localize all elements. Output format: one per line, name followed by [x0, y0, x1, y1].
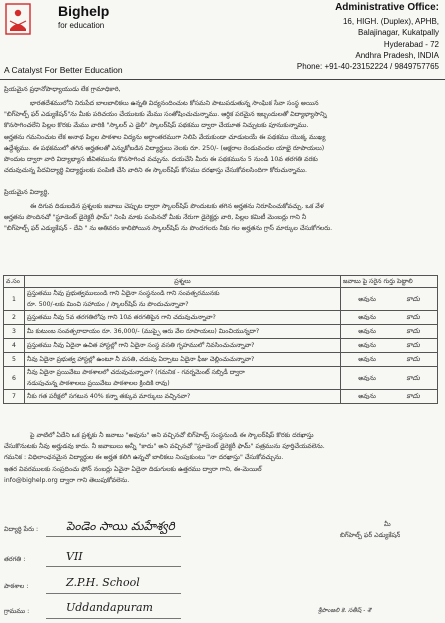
table-header-row	[4, 276, 438, 288]
name-underline	[46, 536, 181, 537]
answer-cell	[341, 325, 438, 339]
intro-paragraph	[4, 98, 438, 176]
brand-name: Bighelp	[58, 3, 110, 19]
address-line: Hyderabad - 72	[383, 39, 439, 49]
question-cell	[25, 311, 341, 325]
row-number: 3	[4, 325, 25, 339]
row-number: 6	[4, 367, 25, 390]
answer-no-marked[interactable]: కాదు	[406, 327, 420, 335]
col-header-no: వ.సం	[4, 276, 25, 288]
signature-mee: మీ	[384, 521, 391, 528]
class-label: తరగతి :	[4, 556, 26, 563]
answer-no-marked[interactable]: కాదు	[406, 341, 420, 349]
signature-handwritten-date: శ్రీపాంజలి కె. సతీష్ - శౌ	[318, 607, 373, 614]
answer-no-marked[interactable]: కాదు	[406, 392, 420, 400]
student-line: ఈ దిగువ దిడుబడిన ప్రశ్నలకు జవాబు చెప్పుట ద్వారా స్కాలర్‌షిప్ పొందుటకు తగిన అర్హతను నిరూపించుకోవచ్చు. ఒక వేళ	[30, 203, 324, 210]
name-label: విద్యార్థి పేరు :	[4, 526, 39, 533]
student-paragraph	[4, 201, 438, 235]
answer-cell	[341, 353, 438, 367]
intro-line: పొందుట ద్వారా వారి విద్యాభ్యాస జీవితమును కొనసాగించ వచ్చును. దయచేసి మీరు ఈ పథకమును 5 నుండి 10వ తరగతి వరకు	[4, 156, 318, 164]
name-value[interactable]: పెండెం సాయి మహేశ్వరి	[66, 519, 175, 533]
row-number: 4	[4, 339, 25, 353]
table-row	[4, 353, 438, 367]
row-number: 2	[4, 311, 25, 325]
answer-cell	[341, 311, 438, 325]
address-line: Andhra Pradesh, INDIA	[355, 50, 439, 60]
question-cell	[25, 353, 341, 367]
intro-line: కొనసాగించలేని పిల్లల కొరకు మేము వారికి "స్కాలర్ ఎ డైలీ" స్కాలర్‌షిప్ పథకము ద్వారా చేయూత నిచ్చుటకు పూనుకున్నాము.	[4, 122, 309, 130]
answer-yes[interactable]: అవును	[358, 342, 376, 349]
closing-line: గమనిక : విధిలాంఛనమైన విద్యార్థుల ఈ అర్హత కలిగి ఉన్నచో బాలికలు నింపుకుంటు "నా దరఖాస్తు" చేసుకోవచ్చును.	[4, 454, 284, 462]
answer-cell	[341, 367, 438, 390]
address-line: 16, HIGH. (Duplex), APHB,	[342, 17, 439, 27]
table-row	[4, 311, 438, 325]
address-line: Balajinagar, Kukatpally	[358, 28, 439, 38]
intro-line: "బిగ్‌హెల్ప్ ఫర్ ఎడ్యుకేషన్"ను మీకు పరిచయం చేయుటకు మేము సంతోషించుచున్నాము. ఆర్థిక పరమైన ఇబ్బందులతో విద్యాభ్యాసాన్ని	[4, 111, 327, 119]
row-number: 1	[4, 288, 25, 311]
eligibility-table	[3, 275, 438, 404]
student-line: అర్హతను పొందినచో "స్టూడెంట్ డైరెక్టరీ ఫామ్" నింపి మాకు పంపినచో మీకు నేరుగా డైరెక్టర్లు వారి, పిల్లల కమిటీ మెంబర్లు గాని నీ	[4, 214, 307, 222]
question-text: నీవు ఏదైనా ప్రయివేటు పాఠశాలలో చదువుచున్నావా? (గమనిక - గవర్నమెంట్ సబ్సిడీ ద్వారా	[27, 369, 245, 376]
col-header-answer: జవాబు పై సరైన గుర్తు పెట్టాలి	[341, 276, 438, 288]
answer-yes[interactable]: అవును	[358, 356, 376, 363]
office-title: Administrative Office:	[335, 2, 439, 13]
row-number: 7	[4, 390, 25, 404]
intro-line: అర్హతను గమనించుట లేక అనాథ పిల్లల పాఠశాల విద్యను అర్థాంతరముగా నిలిపి వేయకుండా చూడుటయే ఈ పథకము యొక్క ముఖ్య	[4, 133, 326, 141]
answer-yes[interactable]: అవును	[358, 314, 376, 321]
greeting: ప్రియమైన ప్రధానోపాధ్యాయుడు లేక గ్రామాధికారి,	[4, 86, 121, 93]
office-phone: Phone: +91-40-23152224 / 9849757765	[296, 62, 439, 72]
class-value[interactable]: VII	[66, 550, 83, 563]
table-row	[4, 288, 438, 311]
row-number: 5	[4, 353, 25, 367]
question-text: నడుపుచున్న పాఠశాలలు ప్రయివేటు పాఠశాలల క్రిందికి రావు)	[27, 380, 170, 387]
bighelp-logo-icon	[4, 3, 32, 37]
question-text: రూ. 500/-లకు మించి సహాయం / స్కాలర్‌షిప్ ను పొందుచున్నావా?	[27, 301, 189, 308]
closing-line: ఇతర వివరములకు సంప్రదించు ఫోన్ నంబర్లు ఏవైనా ఏదైనా దిడుగులకు ఉత్తరము ద్వారా గాని, ఈ-మెయిల్	[4, 465, 262, 473]
answer-no-marked[interactable]: కాదు	[406, 355, 420, 363]
question-text: ప్రస్తుతము నీవు ఏదైనా ఉచిత హాస్టల్లో గాని ఏదైనా సంస్థ వసతి గృహములో నివసించుచున్నావా?	[27, 342, 255, 349]
office-address	[269, 2, 439, 72]
closing-paragraph	[4, 430, 438, 486]
answer-yes[interactable]: అవును	[358, 328, 376, 335]
question-cell	[25, 325, 341, 339]
col-header-question: ప్రశ్నలు	[25, 276, 341, 288]
question-text: ప్రస్తుతము నీవు 5వ తరగతిలోపు గాని 10వ తరగతిపైన గాని చదువుచున్నావా?	[27, 314, 216, 321]
village-value[interactable]: Uddandapuram	[66, 601, 153, 614]
school-value[interactable]: Z.P.H. School	[66, 576, 140, 589]
table-row	[4, 390, 438, 404]
answer-yes[interactable]: అవును	[358, 295, 376, 303]
tagline: A Catalyst For Better Education	[4, 65, 123, 75]
class-underline	[46, 566, 181, 567]
answer-no-marked[interactable]: కాదు	[406, 294, 420, 303]
school-label: పాఠశాల :	[4, 583, 29, 590]
table-row	[4, 367, 438, 390]
contact-email: info@bighelp.org ద్వారా గాని తెలుపుకోవలెను.	[4, 476, 130, 484]
header-divider	[0, 79, 445, 80]
student-greeting: ప్రియమైన విద్యార్థి,	[4, 189, 50, 196]
student-line: "బిగ్‌హెల్ప్ ఫర్ ఎడ్యుకేషన్ - దేవి " ను అతివరం కాలిపోయిన స్కాలర్‌షిప్ ను పొందగలరు నీకు గల అర్హతను గ్రాస్ మార్కుల చేసుకోగలరు.	[4, 225, 333, 233]
question-text: మీ కుటుంబ సంవత్సరాదాయం రూ. 36,000/- (ముప్పై ఆరు వేల రూపాయలు) మించియున్నదా?	[27, 328, 260, 335]
question-text: నీకు గత పరీక్షలో సగటున 40% కన్నా తక్కువ మార్కులు వచ్చినవా?	[27, 393, 191, 400]
answer-cell	[341, 288, 438, 311]
answer-yes[interactable]: అవును	[358, 393, 376, 400]
answer-cell	[341, 339, 438, 353]
intro-line: ఉద్దేశ్యము. ఈ పథకములో తగిన అర్హతలతో ఎన్నుకోబడిన విద్యార్థులు నెలకు రూ. 250/- (అక్షరాల రెండువందల యాభై రూపాయలు)	[4, 144, 325, 152]
brand-subtitle: for education	[58, 21, 105, 30]
intro-line: చదువుచున్న పేదవిద్యార్థి విద్యార్థులకు పంపిణి చేసి వారిని ఈ స్కాలర్‌షిప్ కోసము దరఖాస్తు చేసుకోవలసిందిగా కోరుచున్నాము.	[4, 167, 307, 175]
answer-no-marked[interactable]: కాదు	[406, 373, 420, 382]
answer-cell	[341, 390, 438, 404]
closing-line: పై వాటిలో ఏదేని ఒక ప్రశ్నకు నీ జవాబు "అవును" అని వచ్చినచో బిగ్‌హెల్ప్ సంస్థనుండి ఈ స్కాలర్‌షిప్ కొరకు దరఖాస్తు	[30, 432, 314, 439]
village-underline	[46, 618, 181, 619]
school-underline	[46, 593, 181, 594]
question-cell	[25, 339, 341, 353]
answer-yes[interactable]: అవును	[358, 374, 376, 382]
question-cell	[25, 288, 341, 311]
question-cell	[25, 390, 341, 404]
intro-line: భారతదేశములోని నిరుపేద బాలబాలికలు ఉన్నతి విద్యనందించుట కోసమని పాటుపడుతున్న సాంఘిక సేవా సంస్థ అయిన	[30, 100, 319, 107]
closing-line: చేసుకొనుటకు నీవు అర్హుడవు కాదు. నీ జవాబులు అన్నీ "కాదు" అని వచ్చినచో "స్టూడెంట్ డైరెక్టరీ ఫామ్" పత్రమును పూర్తిచేయవలెను.	[4, 443, 325, 451]
question-text: నీవు ఏదైనా ప్రభుత్వ హాస్టల్లో ఉంటూ నీ వసతి, చదువు ఏర్పాటు ఏదైనా ఫీజు చెల్లించుచున్నావా?	[27, 356, 255, 363]
question-text: ప్రస్తుతము నీవు ప్రభుత్వములుండి గాని ఏదైనా సంస్థనుండి గాని సంవత్సరమునకు	[27, 290, 220, 297]
table-row	[4, 325, 438, 339]
answer-no-marked[interactable]: కాదు	[406, 313, 420, 321]
signature-org: బిగ్‌హెల్ప్ ఫర్ ఎడ్యుకేషన్	[340, 532, 401, 539]
table-row	[4, 339, 438, 353]
village-label: గ్రామము :	[4, 608, 30, 615]
question-cell	[25, 367, 341, 390]
